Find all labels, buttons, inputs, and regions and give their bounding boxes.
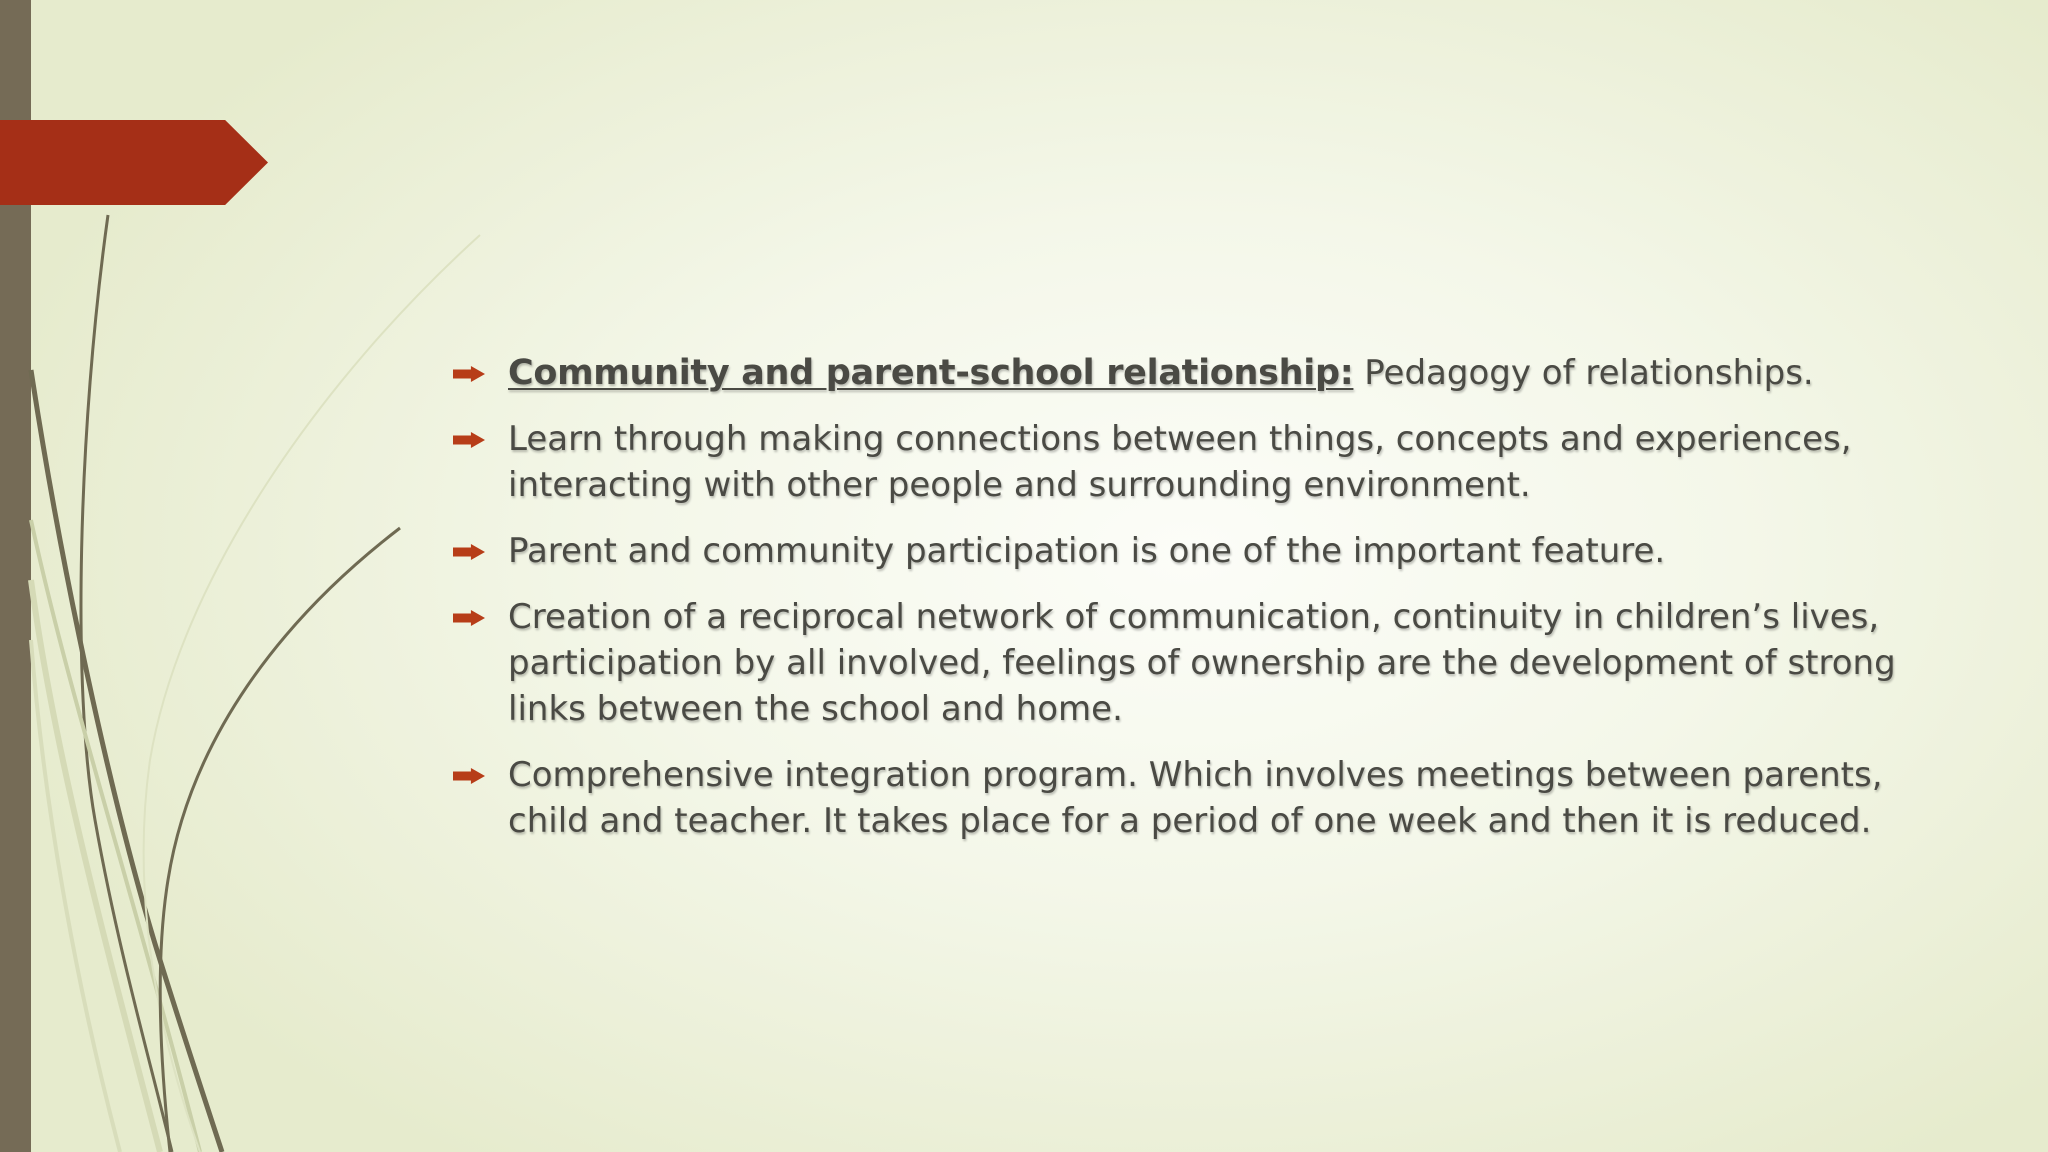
arrow-right-icon bbox=[453, 768, 485, 784]
strand-line bbox=[31, 580, 160, 1152]
title-ribbon bbox=[0, 120, 268, 205]
arrow-right-icon bbox=[453, 544, 485, 560]
arrow-right-icon bbox=[453, 366, 485, 382]
bullet-item bbox=[448, 416, 1898, 508]
bullet-item bbox=[448, 594, 1898, 732]
strand-line bbox=[31, 640, 120, 1152]
bullet-text: Pedagogy of relationships. bbox=[1353, 353, 1814, 393]
arrow-right-icon bbox=[453, 432, 485, 448]
bullet-list bbox=[448, 350, 1898, 844]
arrow-right-icon bbox=[453, 610, 485, 626]
bullet-text: Comprehensive integration program. Which involves meetings between parents, child and teacher. It takes place for a period of one week and then it is reduced. bbox=[508, 755, 1883, 841]
bullet-item bbox=[448, 752, 1898, 844]
strand-line bbox=[144, 235, 480, 1152]
bullet-lead: Community and parent-school relationship: bbox=[508, 353, 1354, 393]
bullet-text: Learn through making connections between things, concepts and experiences, interacting with other people and surrounding environment. bbox=[508, 419, 1852, 505]
bullet-item bbox=[448, 350, 1898, 396]
bullet-text: Creation of a reciprocal network of communication, continuity in children’s lives, participation by all involved, feelings of ownership are the development of strong links between the school and home. bbox=[508, 597, 1896, 729]
bullet-text: Parent and community participation is one of the important feature. bbox=[508, 531, 1666, 571]
content-area bbox=[448, 350, 1898, 864]
strand-line bbox=[160, 528, 400, 1152]
bullet-item bbox=[448, 528, 1898, 574]
strand-line bbox=[31, 520, 200, 1152]
strand-line bbox=[81, 215, 172, 1152]
